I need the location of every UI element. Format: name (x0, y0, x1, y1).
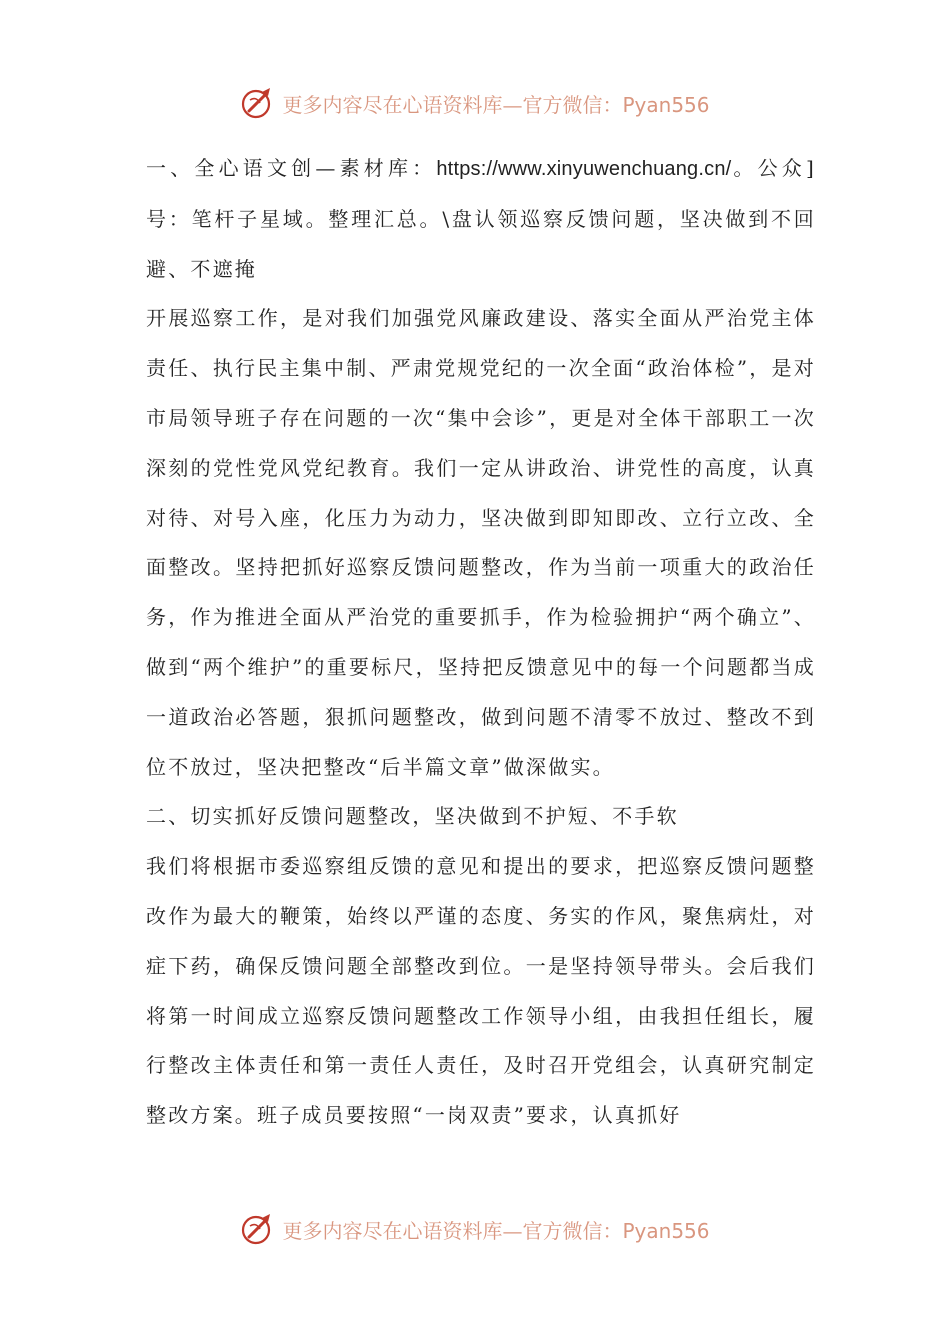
header-banner (0, 81, 950, 125)
paragraph-1: 一、全心语文创—素材库：https://www.xinyuwenchuang.cn/。公众]号：笔杆子星域。整理汇总。\盘认领巡察反馈问题，坚决做到不回避、不遮掩 (146, 156, 816, 281)
banner-text: 更多内容尽在心语资料库—官方微信：Pyan556 (282, 92, 710, 117)
footer-banner (0, 1207, 950, 1251)
paragraph-2: 开展巡察工作，是对我们加强党风廉政建设、落实全面从严治党主体责任、执行民主集中制、严肃党规党纪的一次全面“政治体检”，是对市局领导班子存在问题的一次“集中会诊”，更是对全体干部职工一次深刻的党性党风党纪教育。我们一定从讲政治、讲党性的高度，认真对待、对号入座，化压力为动力，坚决做到即知即改、立行立改、全面整改。坚持把抓好巡察反馈问题整改，作为当前一项重大的政治任务，作为推进全面从严治党的重要抓手，作为检验拥护“两个确立”、做到“两个维护”的重要标尺，坚持把反馈意见中的每一个问题都当成一道政治必答题，狠抓问题整改，做到问题不清零不放过、整改不到位不放过，坚决把整改“后半篇文章”做深做实。 (146, 306, 816, 779)
banner-text: 更多内容尽在心语资料库—官方微信：Pyan556 (282, 1218, 710, 1243)
wechat-id: Pyan556 (622, 92, 710, 117)
section-heading-2: 二、切实抓好反馈问题整改，坚决做到不护短、不手软 (146, 804, 679, 829)
document-body (146, 144, 816, 1141)
wechat-id: Pyan556 (622, 1218, 710, 1243)
logo-icon (240, 85, 276, 121)
logo-icon (240, 1211, 276, 1247)
url-text: https://www.xinyuwenchuang.cn/ (436, 158, 732, 180)
paragraph-3: 我们将根据市委巡察组反馈的意见和提出的要求，把巡察反馈问题整改作为最大的鞭策，始终以严谨的态度、务实的作风，聚焦病灶，对症下药，确保反馈问题全部整改到位。一是坚持领导带头。会后我们将第一时间成立巡察反馈问题整改工作领导小组，由我担任组长，履行整改主体责任和第一责任人责任，及时召开党组会，认真研究制定整改方案。班子成员要按照“一岗双责”要求，认真抓好 (146, 854, 816, 1128)
